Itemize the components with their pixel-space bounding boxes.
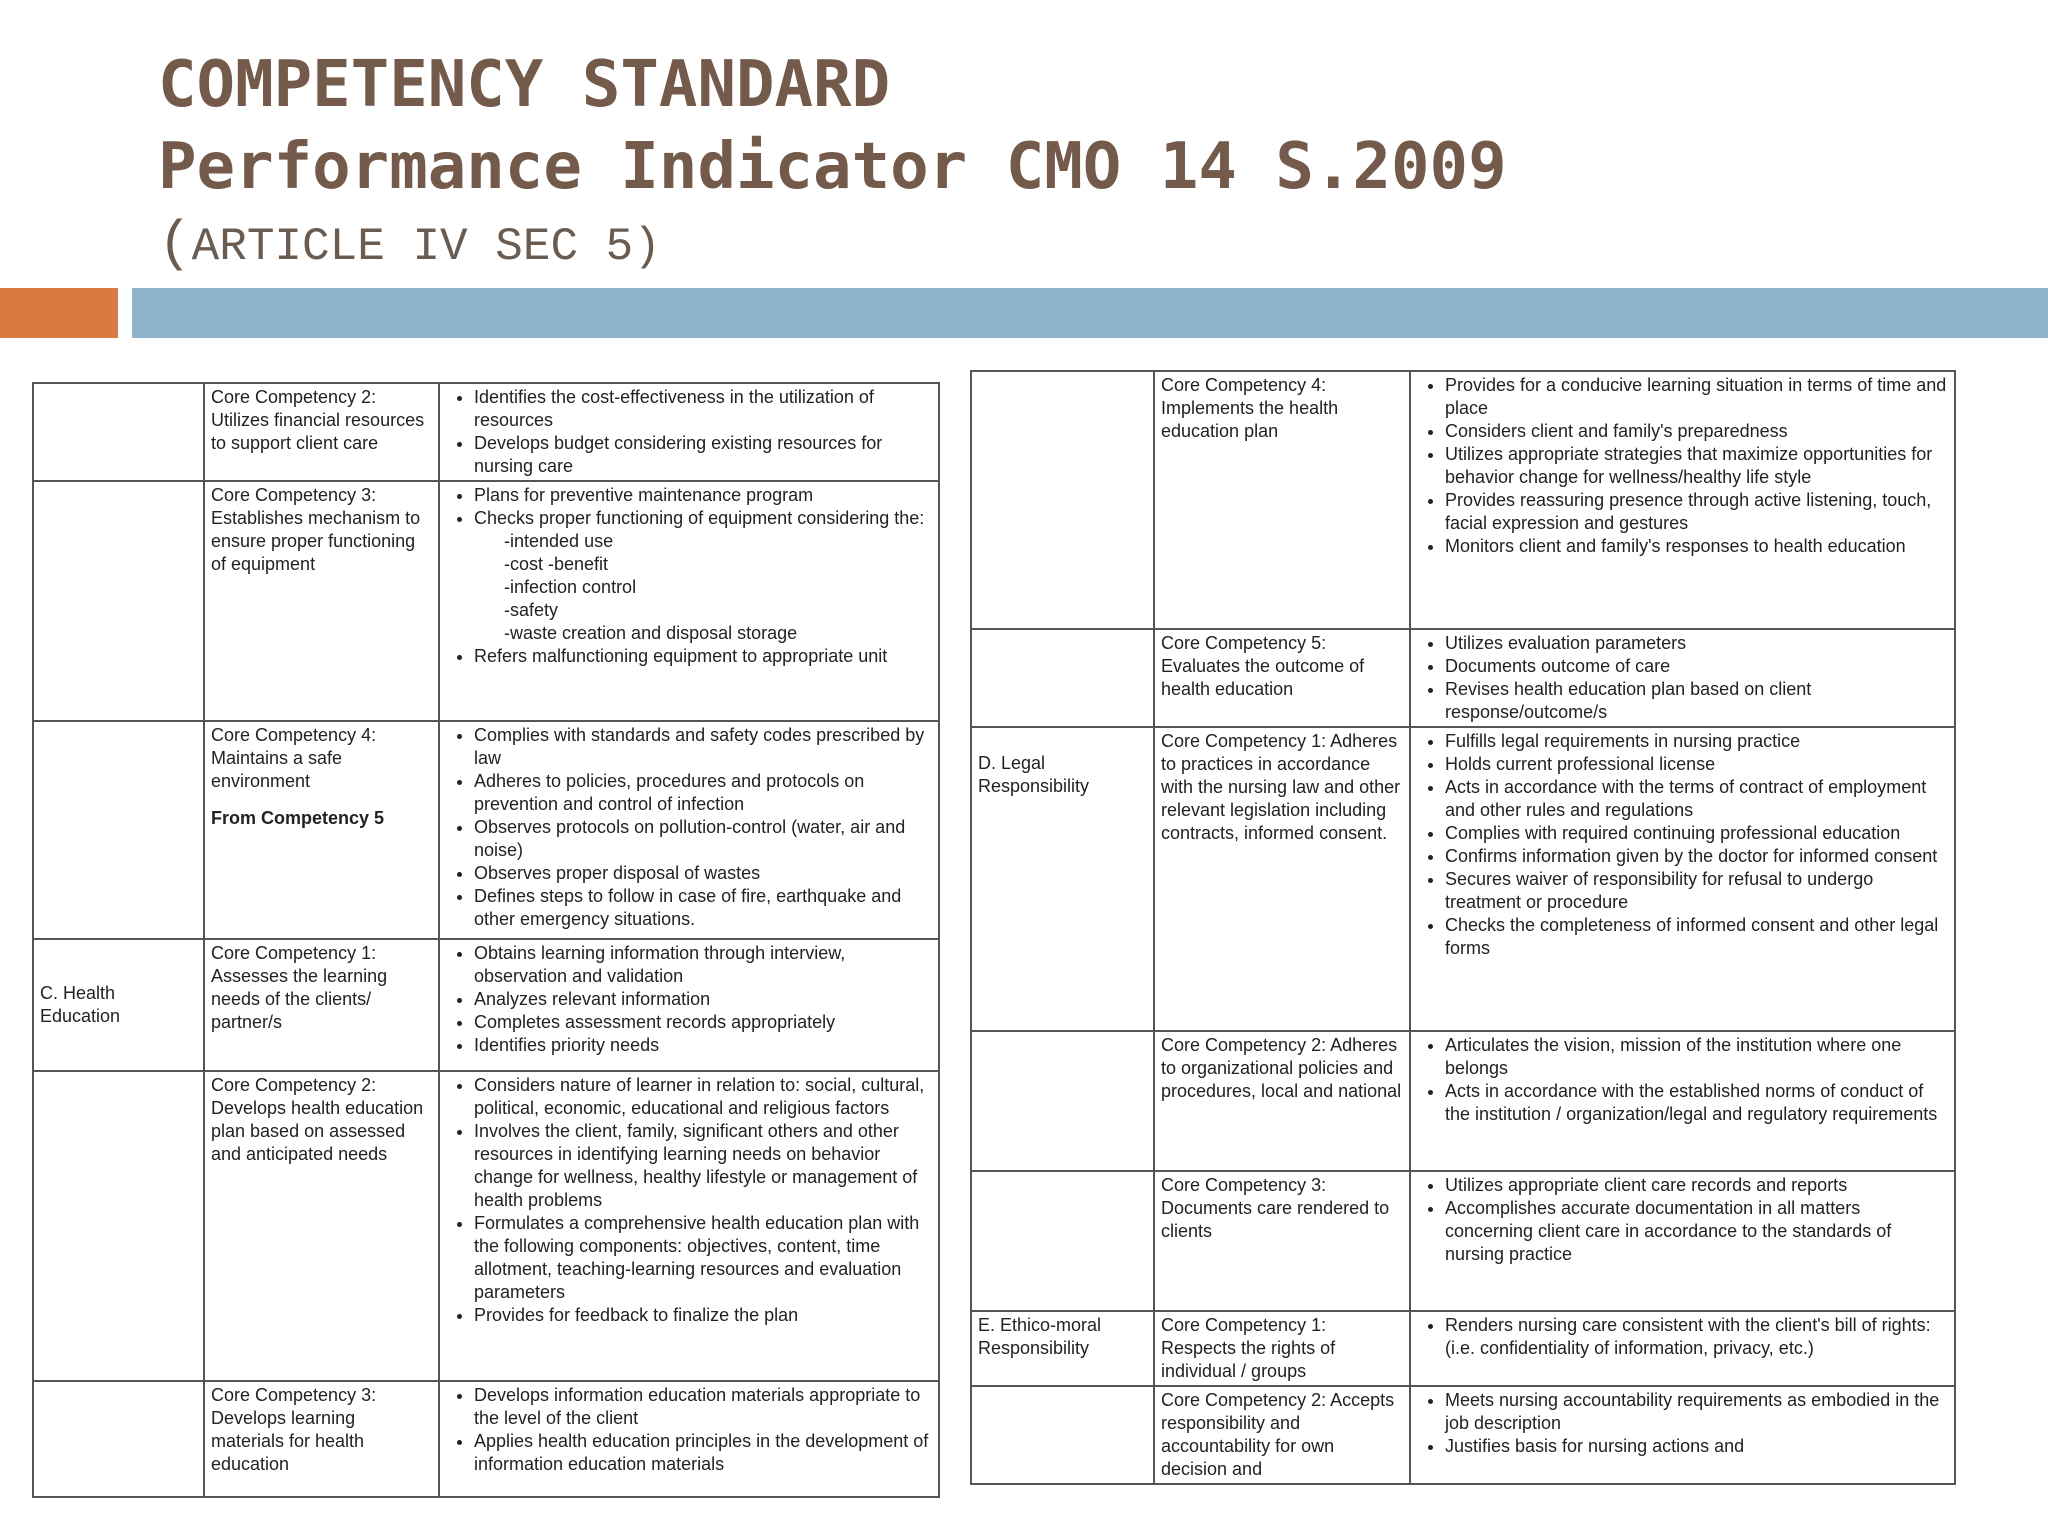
indicator-cell [1410,1311,1955,1386]
indicator-item: • Documents outcome of care [1445,655,1948,678]
indicator-item: • Holds current professional license [1445,753,1948,776]
indicator-item: • Complies with standards and safety codes prescribed by law [474,724,932,770]
slide-title-line2: Performance Indicator CMO 14 S.2009 [158,130,1507,204]
sub-item: - infection control [504,576,932,599]
indicator-item [474,507,932,645]
table-row [971,1386,1955,1484]
indicator-item: • Identifies priority needs [474,1034,932,1057]
competency-cell [204,721,439,939]
indicator-cell [1410,1031,1955,1171]
area-cell [33,1071,204,1381]
table-row [971,727,1955,1031]
indicator-cell [439,721,939,939]
area-cell [971,727,1154,1031]
indicator-item: • Revises health education plan based on client response/outcome/s [1445,678,1948,724]
indicator-item: • Considers client and family's preparedness [1445,420,1948,443]
indicator-item: • Obtains learning information through interview, observation and validation [474,942,932,988]
indicator-item: • Checks the completeness of informed consent and other legal forms [1445,914,1948,960]
indicator-cell [439,481,939,721]
competency-cell: Core Competency 2: Adheres to organizational policies and procedures, local and national [1154,1031,1410,1171]
competency-cell: Core Competency 3: Documents care rendered to clients [1154,1171,1410,1311]
indicator-item: • Provides for feedback to finalize the plan [474,1304,932,1327]
indicator-item: • Defines steps to follow in case of fire, earthquake and other emergency situations. [474,885,932,931]
indicator-item: • Accomplishes accurate documentation in all matters concerning client care in accordance to the standards of nursing practice [1445,1197,1948,1266]
area-cell [33,481,204,721]
competency-cell: Core Competency 1: Respects the rights of individual / groups [1154,1311,1410,1386]
indicator-item: • Monitors client and family's responses to health education [1445,535,1948,558]
indicator-item: • Refers malfunctioning equipment to appropriate unit [474,645,932,668]
area-cell [33,1381,204,1497]
competency-cell: Core Competency 3: Develops learning materials for health education [204,1381,439,1497]
indicator-cell [439,1071,939,1381]
table-row [33,721,939,939]
indicator-item: • Plans for preventive maintenance program [474,484,932,507]
indicator-item: • Develops information education materials appropriate to the level of the client [474,1384,932,1430]
competency-text: Core Competency 4: Maintains a safe environment [211,725,377,791]
indicator-item: • Complies with required continuing professional education [1445,822,1948,845]
table-row [33,1071,939,1381]
indicator-cell [1410,629,1955,727]
indicator-cell [1410,1386,1955,1484]
competency-cell: Core Competency 4: Implements the health education plan [1154,371,1410,629]
indicator-item: • Fulfills legal requirements in nursing practice [1445,730,1948,753]
competency-cell: Core Competency 3: Establishes mechanism to ensure proper functioning of equipment [204,481,439,721]
table-row [33,481,939,721]
slide-subtitle [158,212,1507,276]
indicator-item: • Renders nursing care consistent with the client's bill of rights: (i.e. confidentiality of information, privacy, etc.) [1445,1314,1948,1360]
indicator-item: • Considers nature of learner in relation to: social, cultural, political, economic, educational and religious factors [474,1074,932,1120]
indicator-item: • Identifies the cost-effectiveness in the utilization of resources [474,386,932,432]
competency-cell: Core Competency 5: Evaluates the outcome of health education [1154,629,1410,727]
sub-item: - waste creation and disposal storage [504,622,932,645]
indicator-item: • Utilizes evaluation parameters [1445,632,1948,655]
subtitle-paren: ( [158,212,192,276]
table-row [971,1031,1955,1171]
competency-cell: Core Competency 2: Develops health education plan based on assessed and anticipated needs [204,1071,439,1381]
competency-cell: Core Competency 1: Assesses the learning needs of the clients/ partner/s [204,939,439,1071]
indicator-item: • Completes assessment records appropriately [474,1011,932,1034]
table-row [971,1311,1955,1386]
table-row [33,1381,939,1497]
competency-cell: Core Competency 1: Adheres to practices in accordance with the nursing law and other relevant legislation including contracts, informed consent. [1154,727,1410,1031]
indicator-item: • Observes protocols on pollution-control (water, air and noise) [474,816,932,862]
slide-title-block [158,44,1507,276]
table-row [971,629,1955,727]
indicator-item: • Acts in accordance with the established norms of conduct of the institution / organization/legal and regulatory requirements [1445,1080,1948,1126]
slide-title: COMPETENCY STANDARD [158,48,891,122]
indicator-item: • Provides for a conducive learning situation in terms of time and place [1445,374,1948,420]
indicator-item: • Acts in accordance with the terms of contract of employment and other rules and regulations [1445,776,1948,822]
indicator-item: • Confirms information given by the doctor for informed consent [1445,845,1948,868]
indicator-cell [439,1381,939,1497]
indicator-item: • Observes proper disposal of wastes [474,862,932,885]
subtitle-text: ARTICLE IV SEC 5) [191,221,661,273]
indicator-item: • Secures waiver of responsibility for refusal to undergo treatment or procedure [1445,868,1948,914]
indicator-item: • Analyzes relevant information [474,988,932,1011]
indicator-item: • Meets nursing accountability requirements as embodied in the job description [1445,1389,1948,1435]
area-cell: E. Ethico-moral Responsibility [971,1311,1154,1386]
table-row [971,371,1955,629]
sub-item: - cost -benefit [504,553,932,576]
indicator-item: • Utilizes appropriate strategies that maximize opportunities for behavior change for wellness/healthy life style [1445,443,1948,489]
area-cell [971,371,1154,629]
table-row [971,1171,1955,1311]
indicator-item: • Articulates the vision, mission of the institution where one belongs [1445,1034,1948,1080]
indicator-cell [1410,371,1955,629]
indicator-item: • Applies health education principles in the development of information education materials [474,1430,932,1476]
area-label: D. Legal Responsibility [978,753,1090,796]
indicator-item: • Formulates a comprehensive health education plan with the following components: objectives, content, time allotment, teaching-learning resources and evaluation parameters [474,1212,932,1304]
indicator-item: • Develops budget considering existing resources for nursing care [474,432,932,478]
competency-note: From Competency 5 [211,808,385,828]
indicator-item: • Utilizes appropriate client care records and reports [1445,1174,1948,1197]
competency-cell: Core Competency 2: Utilizes financial resources to support client care [204,383,439,481]
area-cell [33,383,204,481]
indicator-cell [439,383,939,481]
accent-bar [0,288,118,338]
header-divider-bar [132,288,2048,338]
sub-item: - safety [504,599,932,622]
area-cell [971,1031,1154,1171]
indicator-cell [439,939,939,1071]
indicator-item: • Adheres to policies, procedures and protocols on prevention and control of infection [474,770,932,816]
table-row [33,383,939,481]
sub-item: - intended use [504,530,932,553]
indicator-item: • Involves the client, family, significant others and other resources in identifying learning needs on behavior change for wellness, healthy lifestyle or management of health problems [474,1120,932,1212]
indicator-item: • Justifies basis for nursing actions and [1445,1435,1948,1458]
competency-cell: Core Competency 2: Accepts responsibility and accountability for own decision and [1154,1386,1410,1484]
indicator-cell [1410,1171,1955,1311]
competency-table-left [32,382,940,1498]
table-row [33,939,939,1071]
area-cell [971,1171,1154,1311]
indicator-text: Checks proper functioning of equipment considering the: [474,508,925,528]
competency-table-right [970,370,1956,1485]
indicator-item: • Provides reassuring presence through active listening, touch, facial expression and gestures [1445,489,1948,535]
area-cell [971,629,1154,727]
area-cell [971,1386,1154,1484]
area-cell [33,721,204,939]
indicator-cell [1410,727,1955,1031]
area-cell: C. Health Education [33,939,204,1071]
